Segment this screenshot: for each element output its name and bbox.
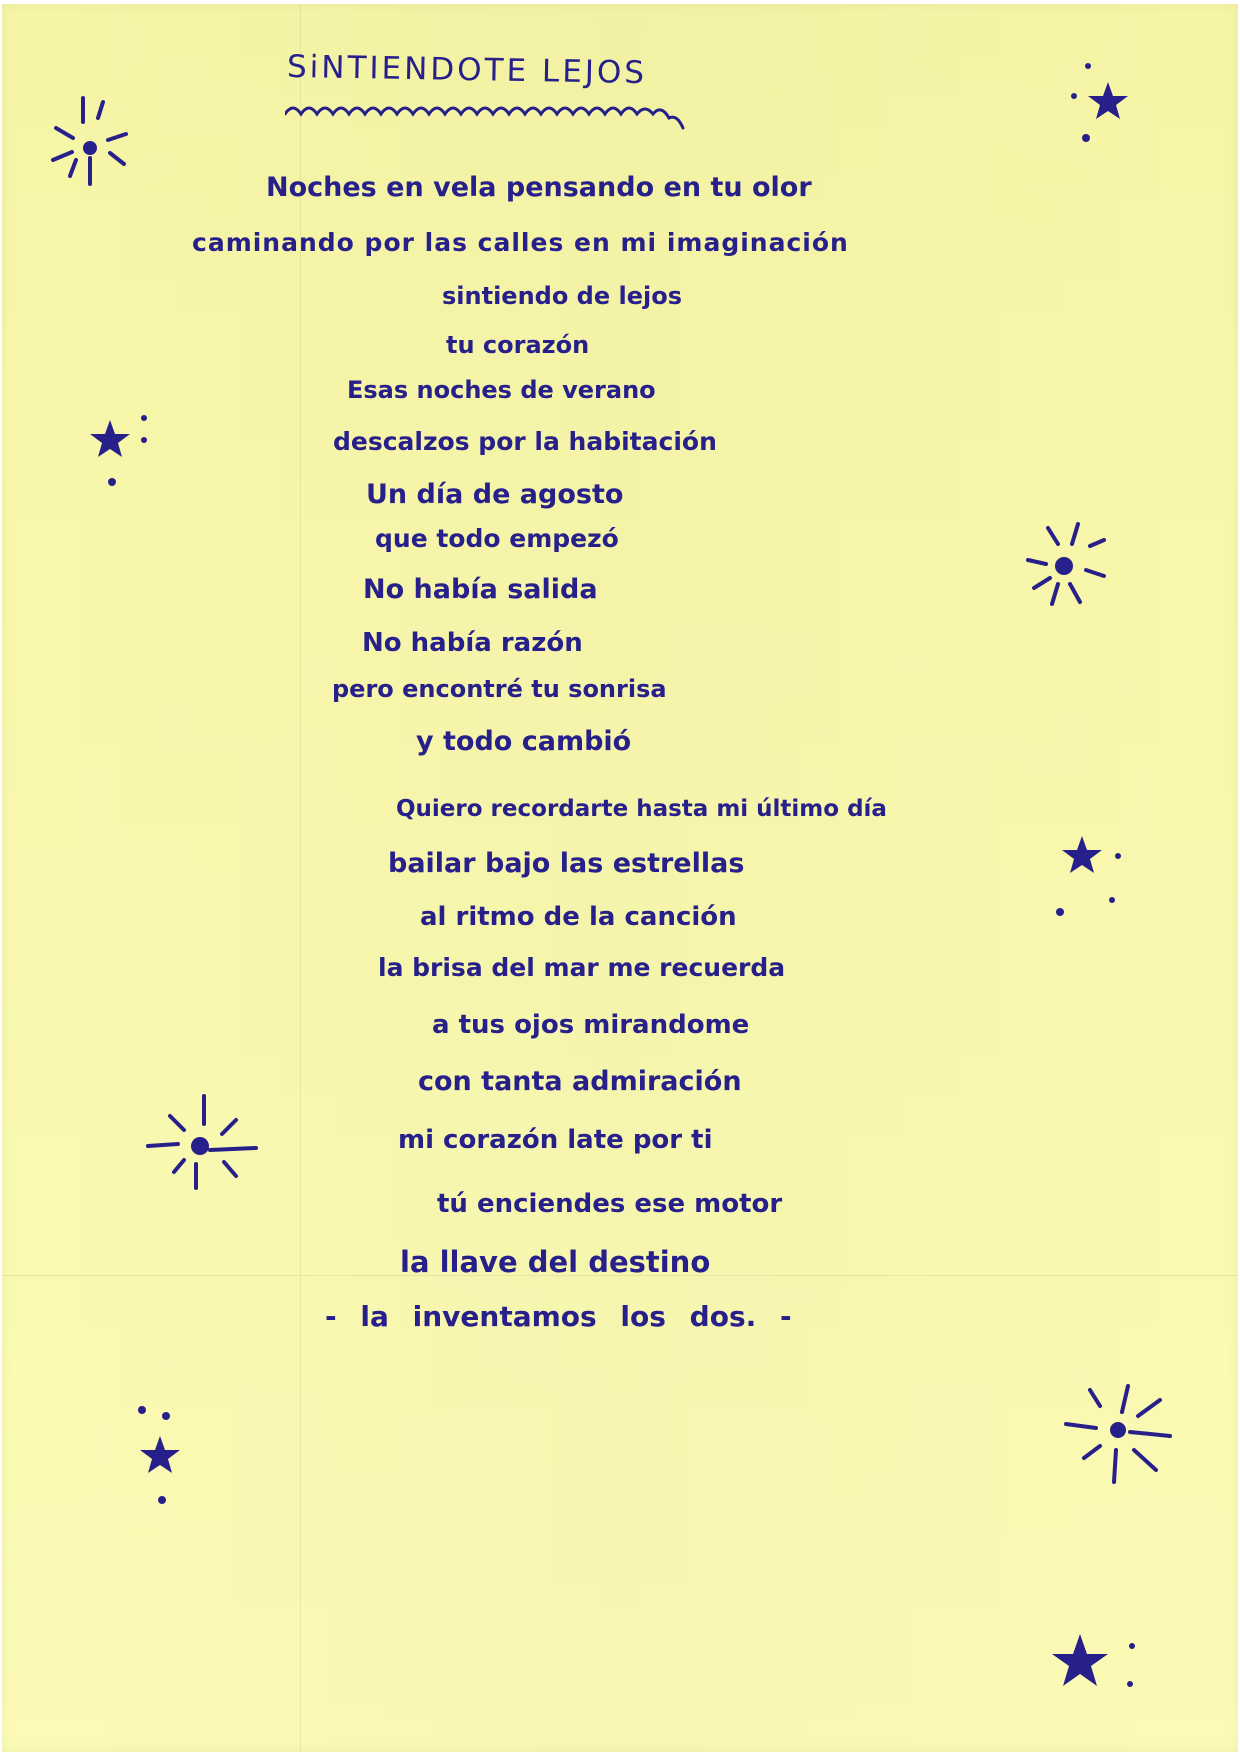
poem-line: la llave del destino — [400, 1245, 711, 1279]
star-icon — [88, 410, 168, 490]
poem-line: - la inventamos los dos. - — [325, 1300, 792, 1333]
poem-line: la brisa del mar me recuerda — [378, 953, 786, 982]
poem-line: tú enciendes ese motor — [437, 1189, 783, 1219]
poem-line: Noches en vela pensando en tu olor — [266, 172, 812, 203]
sun-icon — [48, 88, 138, 198]
poem-line: Un día de agosto — [366, 479, 624, 510]
poem-line: Esas noches de verano — [347, 376, 656, 404]
star-icon — [1040, 1620, 1150, 1720]
star-icon — [1058, 56, 1138, 146]
poem-line: mi corazón late por ti — [398, 1125, 713, 1155]
poem-line: sintiendo de lejos — [442, 282, 682, 310]
poem-line: que todo empezó — [375, 524, 619, 553]
poem-line: con tanta admiración — [418, 1066, 742, 1097]
poem-line: No había salida — [363, 574, 598, 605]
poem-line: pero encontré tu sonrisa — [332, 675, 667, 703]
poem-line: bailar bajo las estrellas — [388, 848, 745, 879]
poem-line: a tus ojos mirandome — [432, 1010, 750, 1040]
star-icon — [120, 1400, 200, 1510]
poem-title: SiNTIENDOTE LEJOS — [286, 48, 648, 92]
poem-line: descalzos por la habitación — [333, 427, 717, 456]
sun-icon — [1020, 520, 1120, 620]
poem-line: No había razón — [362, 628, 583, 658]
fold-line — [300, 4, 301, 1752]
poem-line: caminando por las calles en mi imaginación — [192, 228, 849, 257]
sun-icon — [1060, 1380, 1180, 1490]
poem-line: al ritmo de la canción — [420, 902, 737, 932]
star-icon — [1050, 830, 1130, 920]
poem-line: Quiero recordarte hasta mi último día — [396, 796, 887, 822]
poem-line: tu corazón — [446, 331, 590, 359]
title-underline — [285, 92, 745, 132]
poem-line: y todo cambió — [416, 726, 632, 757]
sun-icon — [140, 1090, 270, 1200]
